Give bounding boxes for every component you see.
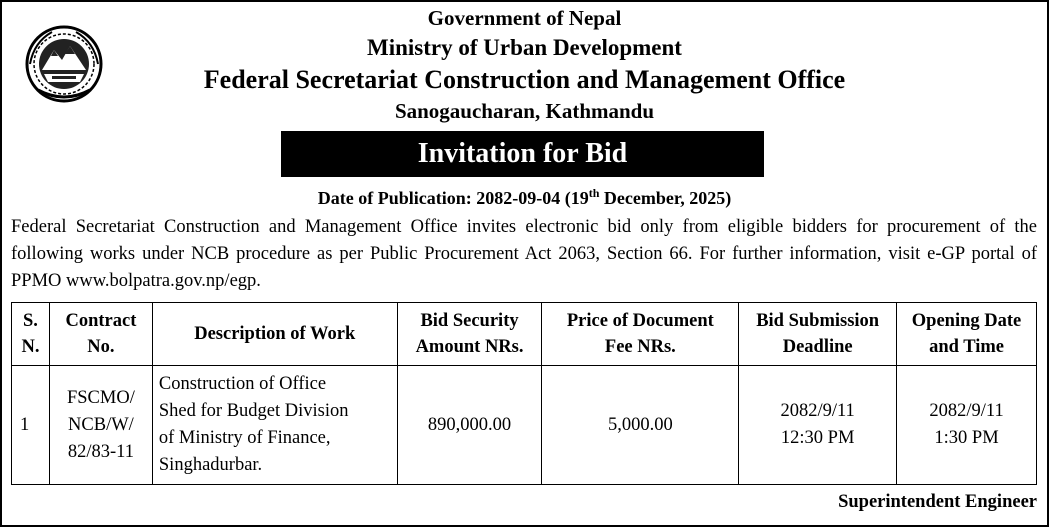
header-line: Bid Security bbox=[420, 311, 519, 331]
header-line: Deadline bbox=[782, 337, 853, 357]
government-title: Government of Nepal bbox=[427, 6, 622, 30]
header-line: Bid Submission bbox=[756, 311, 880, 331]
cell-line: 12:30 PM bbox=[780, 428, 855, 448]
invitation-banner: Invitation for Bid bbox=[281, 131, 764, 177]
table-header-row bbox=[12, 303, 1037, 366]
header-line: N. bbox=[21, 337, 40, 357]
col-header-contract bbox=[49, 303, 152, 366]
cell-opening bbox=[897, 366, 1037, 485]
publication-date-prefix: Date of Publication: 2082-09-04 (19 bbox=[317, 188, 589, 208]
col-header-deadline bbox=[739, 303, 897, 366]
publication-date bbox=[2, 186, 1047, 209]
publication-date-ordinal: th bbox=[588, 186, 600, 200]
office-title: Federal Secretariat Construction and Management Office bbox=[203, 65, 846, 94]
cell-line: Singhadurbar. bbox=[158, 455, 263, 475]
header-line: S. bbox=[23, 311, 38, 331]
col-header-sn bbox=[12, 303, 50, 366]
cell-bid-security: 890,000.00 bbox=[397, 366, 542, 485]
header-line: Amount NRs. bbox=[415, 337, 524, 357]
cell-line: Construction of Office bbox=[158, 374, 327, 394]
col-header-description: Description of Work bbox=[152, 303, 397, 366]
publication-date-rest: December, 2025) bbox=[599, 188, 732, 208]
cell-line: of Ministry of Finance, bbox=[158, 428, 331, 448]
cell-line: 2082/9/11 bbox=[929, 401, 1004, 421]
header-line: and Time bbox=[929, 337, 1004, 357]
header-line: Price of Document bbox=[566, 311, 714, 331]
header-line: Fee NRs. bbox=[604, 337, 676, 357]
cell-line: NCB/W/ bbox=[68, 414, 134, 435]
office-location: Sanogaucharan, Kathmandu bbox=[394, 99, 655, 123]
cell-line: FSCMO/ bbox=[66, 387, 135, 408]
cell-doc-fee: 5,000.00 bbox=[542, 366, 739, 485]
cell-contract bbox=[49, 366, 152, 485]
ministry-title: Ministry of Urban Development bbox=[367, 35, 682, 60]
cell-line: 82/83-11 bbox=[67, 441, 134, 462]
col-header-doc-fee bbox=[542, 303, 739, 366]
intro-paragraph: Federal Secretariat Construction and Management Office invites electronic bid only from eligible bidders for procurement of the following works under NCB procedure as per Public Procurement Act 2063, Section 66. For further information, visit e-GP portal of PPMO www.bolpatra.gov.np/egp. bbox=[11, 217, 1037, 291]
header-line: Opening Date bbox=[911, 311, 1022, 331]
bid-table bbox=[11, 302, 1037, 485]
col-header-bid-security bbox=[397, 303, 542, 366]
col-header-opening bbox=[897, 303, 1037, 366]
cell-line: 1:30 PM bbox=[934, 428, 999, 448]
header-line: No. bbox=[87, 337, 115, 357]
cell-line: 2082/9/11 bbox=[780, 401, 855, 421]
cell-sn: 1 bbox=[12, 366, 50, 485]
cell-deadline bbox=[739, 366, 897, 485]
cell-line: Shed for Budget Division bbox=[158, 401, 349, 421]
cell-description bbox=[152, 366, 397, 485]
header-line: Contract bbox=[65, 311, 137, 331]
table-row bbox=[12, 366, 1037, 485]
signature-title: Superintendent Engineer bbox=[838, 492, 1037, 512]
